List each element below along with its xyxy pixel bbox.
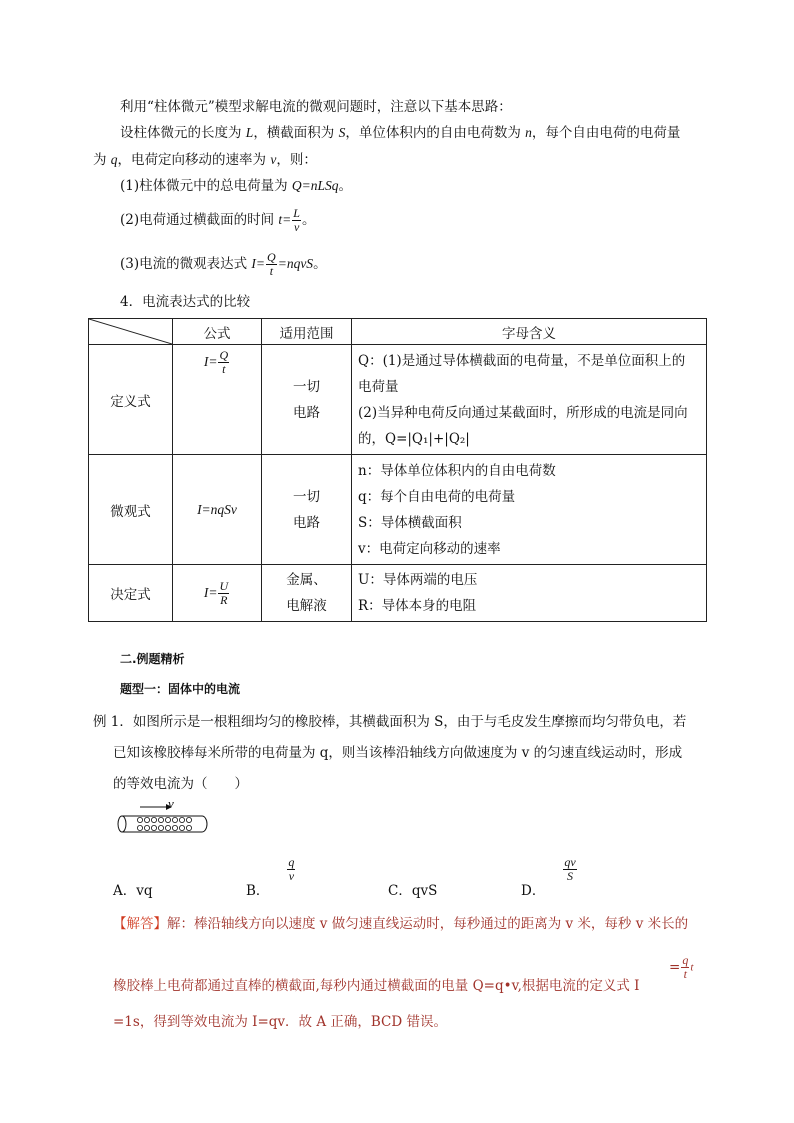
denominator: S <box>566 869 573 883</box>
formula: I= <box>203 584 218 600</box>
diagonal-line <box>89 319 172 344</box>
text-span: (2)电荷通过横截面的时间 <box>120 212 279 228</box>
row-meaning <box>352 345 707 455</box>
fraction <box>563 856 576 883</box>
numerator: Q <box>267 250 276 264</box>
meaning-line: v：电荷定向移动的速率 <box>358 540 501 557</box>
numerator: q <box>682 953 689 967</box>
header-meaning: 字母含义 <box>352 319 707 345</box>
fraction <box>287 856 295 883</box>
option-c[interactable]: C．qvS <box>388 883 438 899</box>
meaning-line: (2)当异种电荷反向通过某截面时，所形成的电流是同向 <box>358 404 688 421</box>
text-span: ，电荷定向移动的速率为 <box>117 152 271 168</box>
row-name: 决定式 <box>89 565 173 622</box>
comparison-table <box>88 318 707 622</box>
scope-line: 电路 <box>293 404 320 421</box>
text-span: 设柱体微元的长度为 <box>120 125 246 141</box>
text-span: (1)柱体微元中的总电荷量为 <box>120 178 292 194</box>
option-b[interactable] <box>246 856 296 899</box>
option-d[interactable] <box>521 856 578 899</box>
fraction <box>266 251 277 278</box>
fraction <box>681 954 689 981</box>
step-1 <box>120 177 352 195</box>
meaning-line: S：导体横截面积 <box>358 514 462 531</box>
numerator: Q <box>219 348 229 362</box>
meaning-line: 电荷量 <box>358 378 399 395</box>
header-scope: 适用范围 <box>262 319 352 345</box>
var-L: L <box>245 125 254 140</box>
scope-line: 一切 <box>293 488 320 505</box>
answer-line-1 <box>113 912 688 932</box>
answer-tag: 【解答】 <box>113 916 167 932</box>
meaning-line: 的，Q=|Q₁|+|Q₂| <box>358 430 470 447</box>
text-span: ，则： <box>276 152 317 168</box>
option-a[interactable]: A．vq <box>113 883 153 899</box>
var-n: n <box>525 125 532 140</box>
row-scope <box>262 345 352 455</box>
table-row <box>89 455 707 565</box>
velocity-label: v <box>168 796 174 811</box>
row-formula: I=nqSv <box>173 455 262 565</box>
row-formula <box>173 345 262 455</box>
fraction <box>218 349 229 376</box>
answer-line-3: =1s，得到等效电流为 I=qv．故 A 正确，BCD 错误。 <box>113 1014 447 1030</box>
meaning-line: U：导体两端的电压 <box>358 572 478 588</box>
example-line-3: 的等效电流为（ ） <box>113 776 248 792</box>
row-meaning <box>352 565 707 622</box>
row-scope <box>262 565 352 622</box>
denominator: t <box>683 967 687 981</box>
rod-figure <box>112 796 222 842</box>
var-v: v <box>270 152 277 167</box>
intro-line-1: 利用“柱体微元”模型求解电流的微观问题时，注意以下基本思路： <box>120 99 512 115</box>
denominator: t <box>269 264 274 278</box>
numerator: qv <box>564 855 576 869</box>
formula: Q=nLSq <box>291 178 339 193</box>
text-span: 。 <box>313 256 327 272</box>
row-name: 微观式 <box>89 455 173 565</box>
meaning-line: R：导体本身的电阻 <box>358 598 477 614</box>
text-span: ，单位体积内的自由电荷数为 <box>345 125 526 141</box>
answer-line-2 <box>113 974 640 994</box>
answer-formula <box>669 954 693 981</box>
intro-line-3 <box>93 151 317 169</box>
scope-line: 一切 <box>293 378 320 395</box>
text-span: (3)电流的微观表达式 <box>120 256 252 272</box>
step-3 <box>120 249 327 279</box>
var-q: q <box>110 152 118 167</box>
fraction <box>292 207 301 234</box>
scope-line: 电解液 <box>286 598 327 614</box>
meaning-line: Q：(1)是通过导体横截面的电荷量，不是单位面积上的 <box>358 352 686 369</box>
formula: =nqvS <box>277 256 314 271</box>
denominator: R <box>220 592 228 607</box>
answer-tail: t <box>690 961 694 974</box>
answer-text: 橡胶棒上电荷都通过直棒的横截面,每秒内通过横截面的电量 Q=q•v,根据电流的定义式 I <box>113 978 640 994</box>
text-span: 。 <box>301 212 316 228</box>
header-formula: 公式 <box>173 319 262 345</box>
numerator: q <box>288 855 295 869</box>
formula: t= <box>278 212 292 227</box>
row-formula <box>173 565 262 622</box>
formula: I= <box>251 256 266 271</box>
section-2-heading: 二.例题精析 <box>120 652 185 666</box>
text-span: 为 <box>93 152 111 168</box>
denominator: t <box>222 362 226 376</box>
text-span: ，每个自由电荷的电荷量 <box>531 125 681 141</box>
step-2 <box>120 205 315 235</box>
meaning-line: q：每个自由电荷的电荷量 <box>358 488 516 505</box>
meaning-line: n：导体单位体积内的自由电荷数 <box>358 462 556 479</box>
scope-line: 电路 <box>293 514 320 531</box>
table-row <box>89 565 707 622</box>
text-span: 。 <box>338 178 353 194</box>
table-header-row <box>89 319 707 345</box>
row-scope <box>262 455 352 565</box>
row-name: 定义式 <box>89 345 173 455</box>
numerator: L <box>293 206 300 220</box>
formula: I= <box>203 354 218 369</box>
option-label: B． <box>246 883 270 899</box>
section-4-heading: 4．电流表达式的比较 <box>120 294 251 310</box>
scope-line: 金属、 <box>286 572 327 588</box>
numerator: U <box>219 578 229 593</box>
denominator: v <box>293 220 300 234</box>
example-line-1: 例 1．如图所示是一根粗细均匀的橡胶棒，其横截面积为 S，由于与毛皮发生摩擦而均匀带负电，若 <box>93 714 687 730</box>
type-1-heading: 题型一：固体中的电流 <box>120 682 241 696</box>
example-line-2: 已知该橡胶棒每米所带的电荷量为 q，则当该棒沿轴线方向做速度为 v 的匀速直线运动时，形成 <box>113 745 683 761</box>
answer-text: 解：棒沿轴线方向以速度 v 做匀速直线运动时，每秒通过的距离为 v 米，每秒 v 米长的 <box>167 916 689 932</box>
table-row <box>89 345 707 455</box>
equals-sign: = <box>669 959 681 976</box>
row-meaning <box>352 455 707 565</box>
denominator: v <box>288 869 295 883</box>
var-S: S <box>338 125 346 140</box>
option-label: D． <box>521 883 546 899</box>
diagonal-corner-cell <box>89 319 173 345</box>
intro-line-2 <box>120 124 680 142</box>
rod-diagram <box>112 800 222 842</box>
text-span: ，横截面积为 <box>253 125 339 141</box>
fraction <box>218 580 229 607</box>
